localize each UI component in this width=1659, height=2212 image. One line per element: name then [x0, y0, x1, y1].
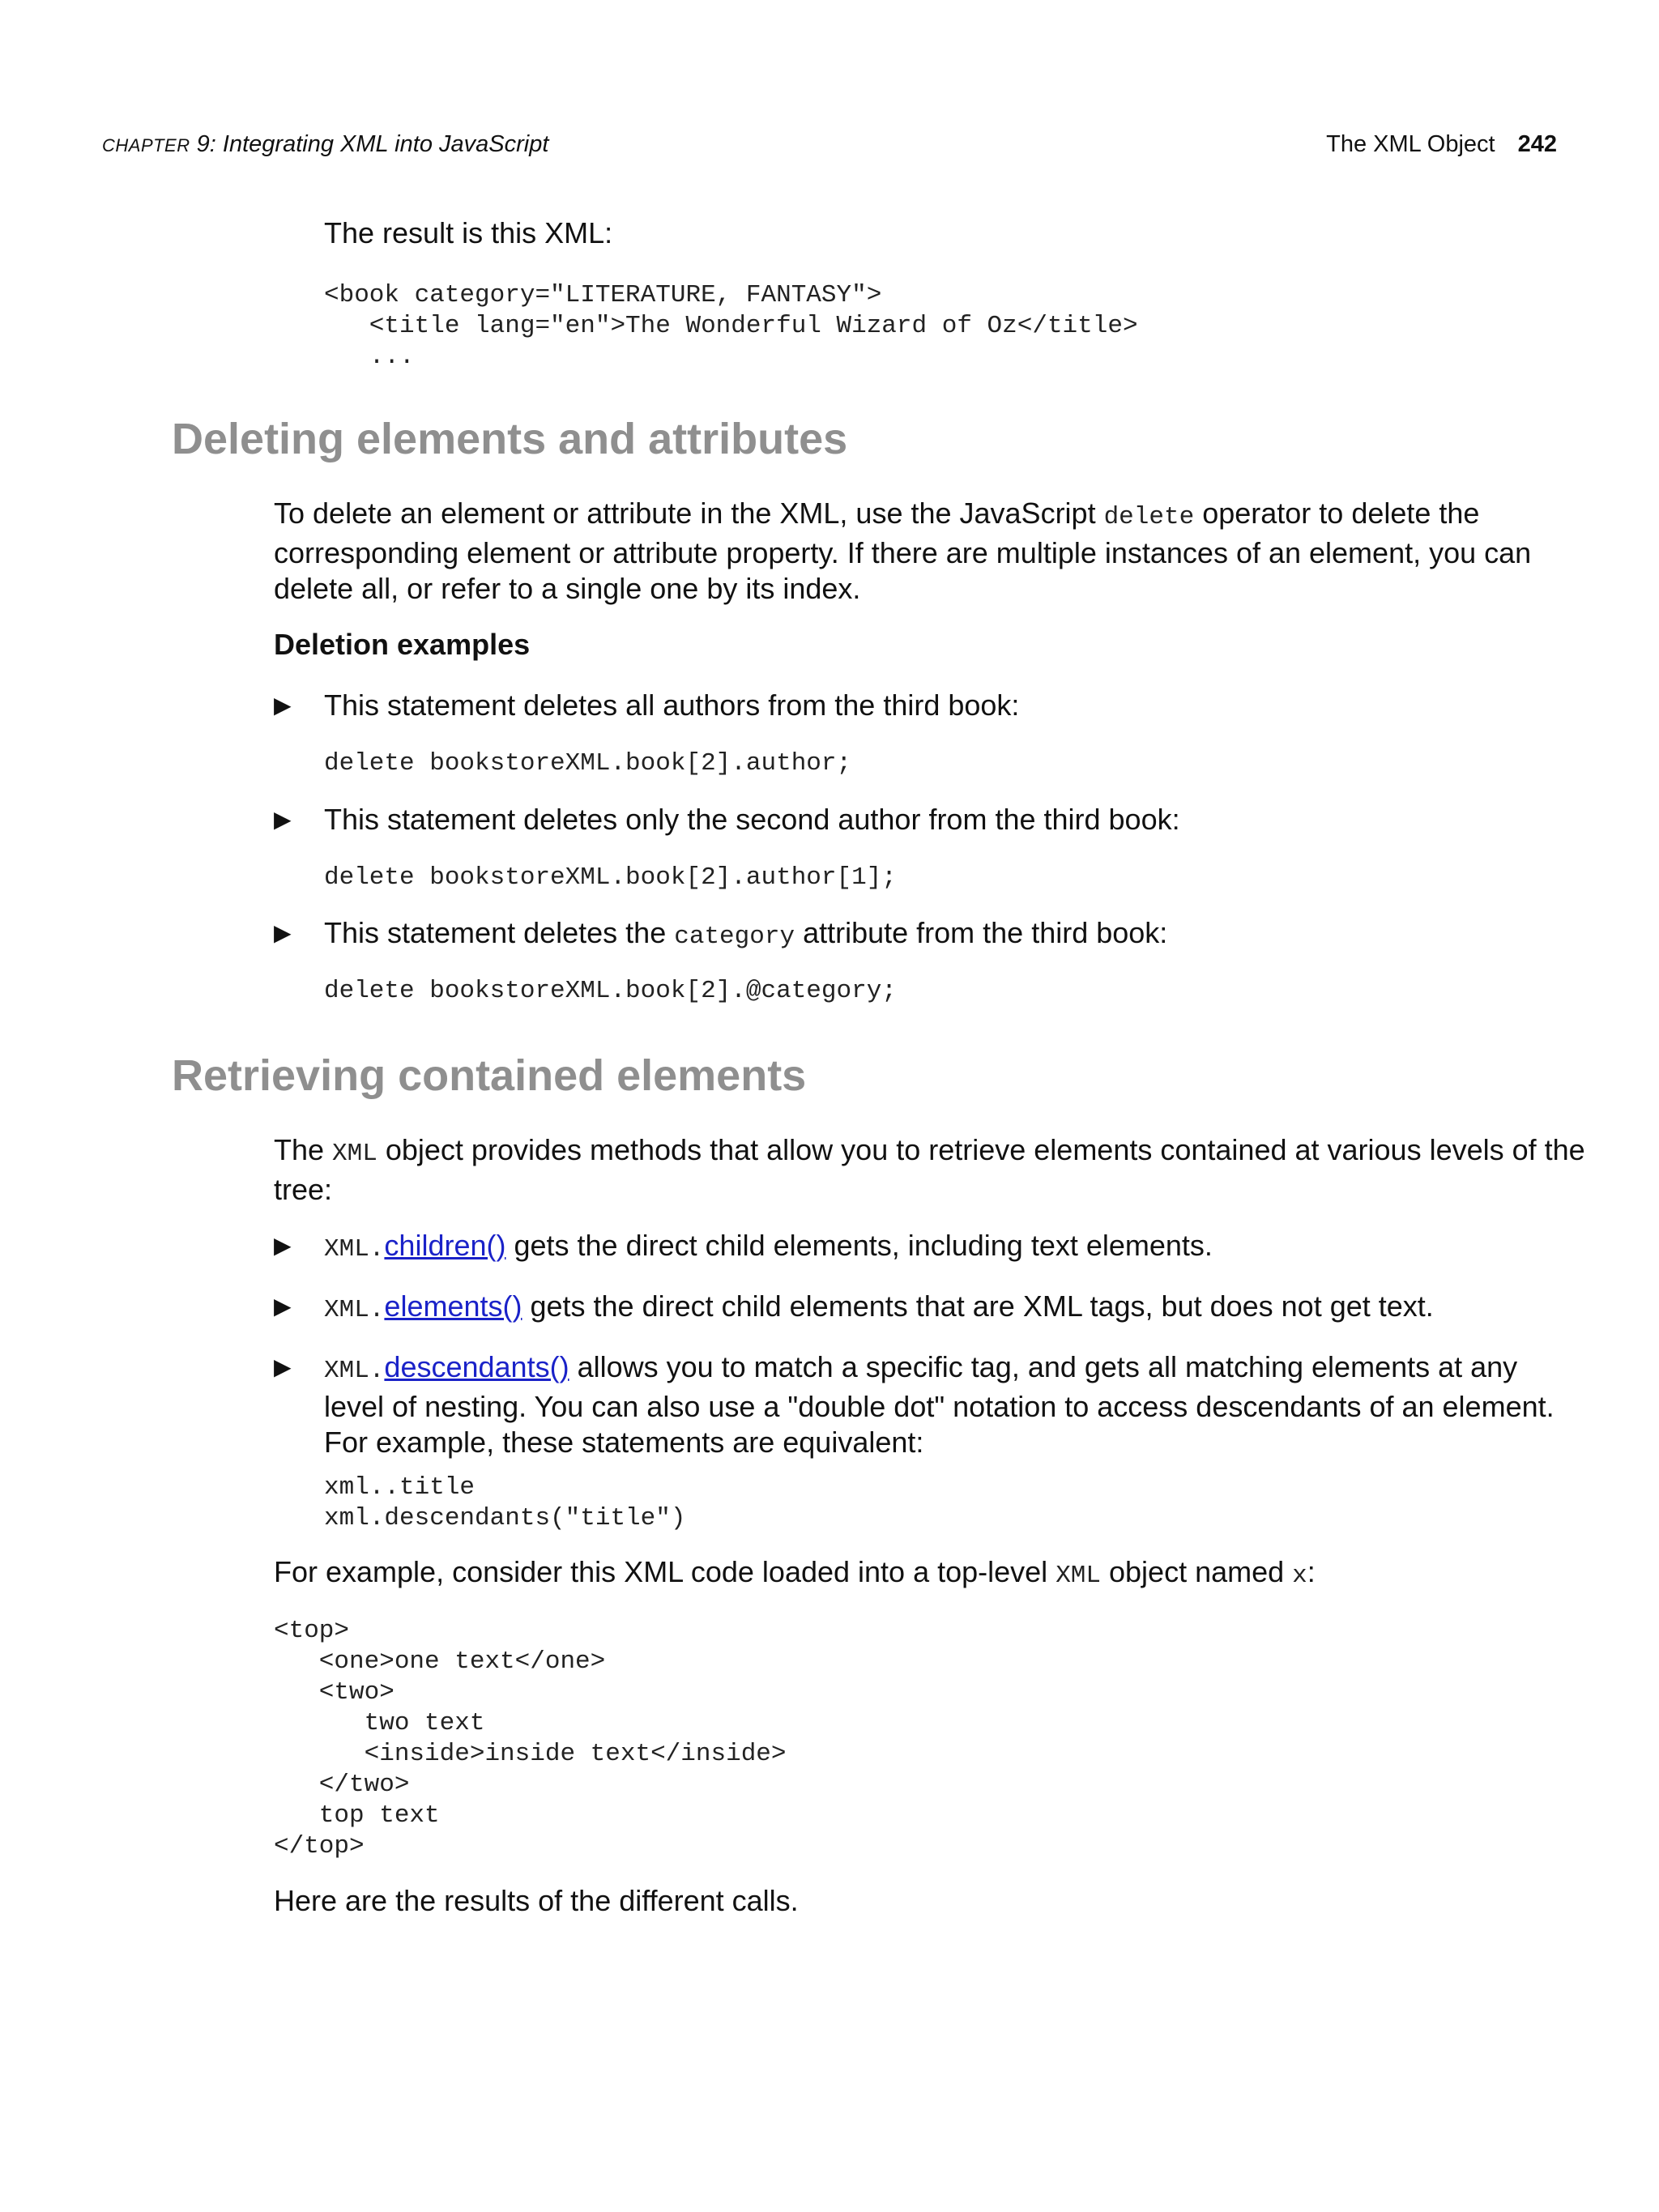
deletion-code-3: delete bookstoreXML.book[2].@category;	[324, 977, 897, 1005]
deletion-item-1: This statement deletes all authors from the third book:	[324, 688, 1020, 722]
chapter-label: CHAPTER	[102, 135, 190, 156]
xml-prefix: XML.	[324, 1296, 385, 1324]
bullet-icon: ▶	[274, 693, 292, 718]
elements-link[interactable]: elements()	[384, 1289, 522, 1323]
retrieving-para-a: The	[274, 1133, 333, 1166]
chapter-title	[102, 128, 548, 162]
retrieving-para-b: object provides methods that allow you to retrieve elements contained at various levels of the tree:	[274, 1133, 1585, 1206]
descendants-desc: allows you to match a specific tag, and gets all matching elements at any level of nesting. You can also use a "double dot" notation to access descendants of an element. For example, these statements are equivalent:	[324, 1350, 1555, 1459]
chapter-name: 9: Integrating XML into JavaScript	[190, 131, 549, 157]
bullet-icon: ▶	[274, 1233, 292, 1258]
running-header	[102, 128, 1557, 164]
bullet-icon: ▶	[274, 920, 292, 945]
page-number: 242	[1517, 131, 1557, 157]
x-var: x	[1292, 1562, 1307, 1590]
bullet-icon: ▶	[274, 807, 292, 832]
example-xml-code: <top> <one>one text</one> <two> two text <inside>inside text</inside> </two> top text </top>	[274, 1617, 787, 1860]
intro-text: The result is this XML:	[324, 216, 613, 249]
category-attr: category	[674, 923, 795, 951]
method-item-descendants	[324, 1349, 1570, 1460]
descendants-code: xml..title xml.descendants("title")	[324, 1473, 686, 1532]
example-c: :	[1307, 1555, 1316, 1588]
deletion-item-3-a: This statement deletes the	[324, 916, 675, 949]
deleting-paragraph	[274, 496, 1586, 607]
heading-deleting: Deleting elements and attributes	[172, 415, 848, 463]
heading-retrieving: Retrieving contained elements	[172, 1051, 807, 1100]
subheading-deletion-examples: Deletion examples	[274, 628, 531, 661]
method-item-elements	[324, 1289, 1570, 1328]
method-item-children	[324, 1228, 1570, 1268]
example-paragraph	[274, 1554, 1586, 1594]
children-link[interactable]: children()	[384, 1229, 506, 1262]
deletion-item-3-b: attribute from the third book:	[795, 916, 1168, 949]
xml-prefix: XML.	[324, 1357, 385, 1385]
deletion-item-2: This statement deletes only the second author from the third book:	[324, 803, 1180, 836]
closing-text: Here are the results of the different calls.	[274, 1884, 799, 1917]
descendants-link[interactable]: descendants()	[384, 1350, 569, 1383]
retrieving-paragraph	[274, 1132, 1586, 1208]
delete-keyword: delete	[1103, 503, 1195, 531]
bullet-icon: ▶	[274, 1354, 292, 1379]
example-a: For example, consider this XML code loaded into a top-level	[274, 1555, 1056, 1588]
deletion-code-1: delete bookstoreXML.book[2].author;	[324, 749, 852, 778]
deletion-code-2: delete bookstoreXML.book[2].author[1];	[324, 863, 897, 892]
deleting-para-a: To delete an element or attribute in the XML, use the JavaScript	[274, 497, 1104, 530]
example-b: object named	[1101, 1555, 1293, 1588]
children-desc: gets the direct child elements, including text elements.	[505, 1229, 1213, 1262]
deletion-item-3	[324, 915, 1570, 955]
xml-keyword: XML	[1056, 1562, 1101, 1590]
elements-desc: gets the direct child elements that are XML tags, but does not get text.	[522, 1289, 1434, 1323]
xml-prefix: XML.	[324, 1235, 385, 1264]
deleting-para-b: operator to delete the corresponding element or attribute property. If there are multiple instances of an element, you can delete all, or refer to a single one by its index.	[274, 497, 1532, 605]
xml-keyword: XML	[332, 1140, 377, 1168]
intro-code-block: <book category="LITERATURE, FANTASY"> <title lang="en">The Wonderful Wizard of Oz</title> ...	[324, 281, 1138, 371]
bullet-icon: ▶	[274, 1294, 292, 1319]
section-name: The XML Object	[1326, 131, 1495, 157]
section-title-header	[1326, 128, 1557, 160]
